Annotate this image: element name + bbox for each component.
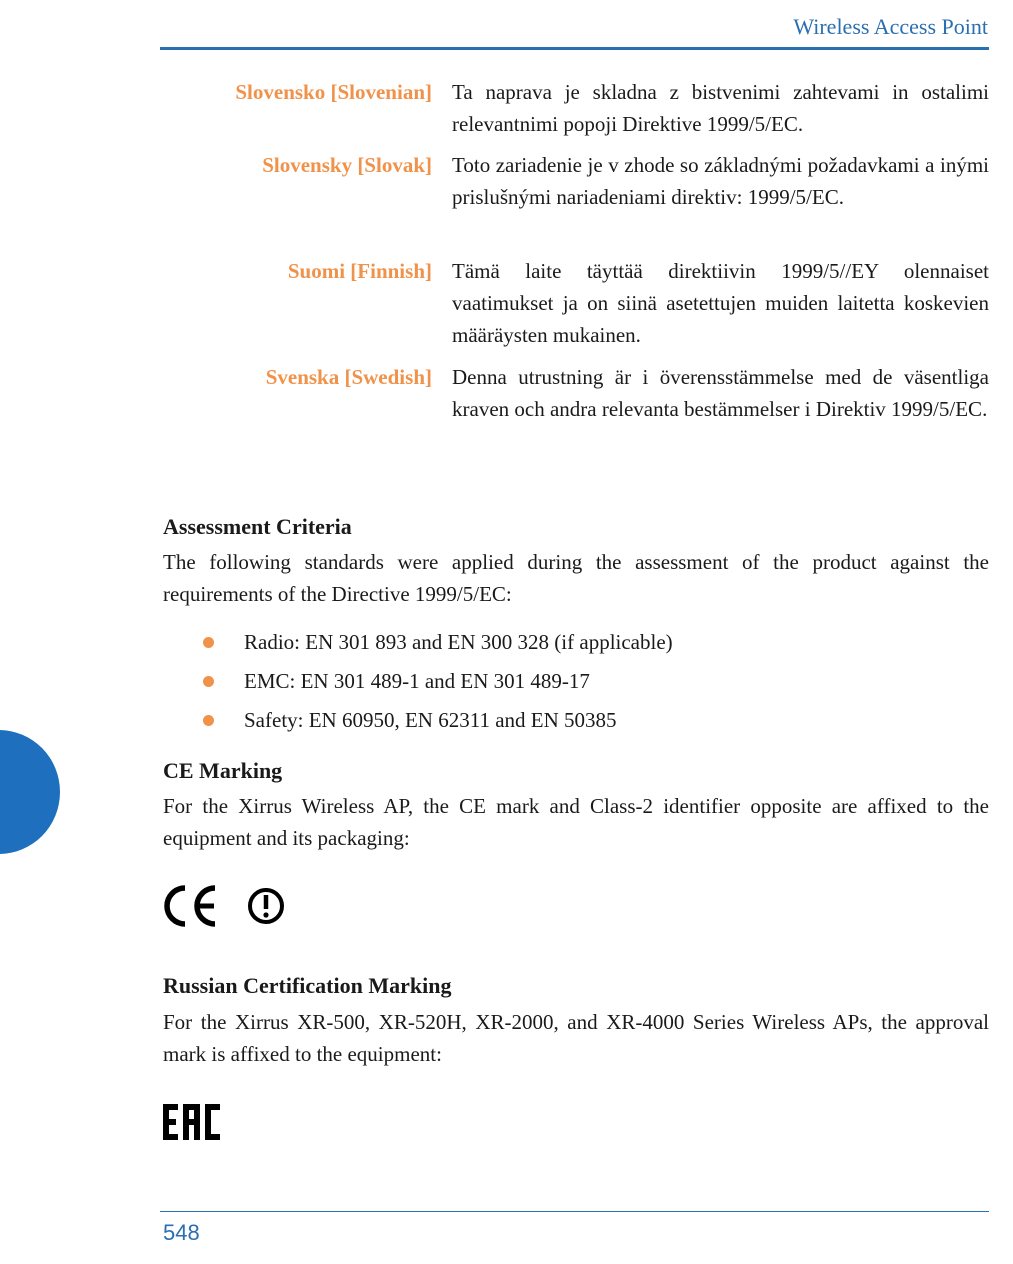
standards-list <box>203 623 673 740</box>
bullet-icon <box>203 637 214 648</box>
declaration-row-slovak <box>160 149 989 213</box>
list-item <box>203 662 673 701</box>
bullet-icon <box>203 715 214 726</box>
eac-mark <box>163 1104 227 1147</box>
declaration-text: Denna utrustning är i överensstämmelse med de väsentliga kraven och andra relevanta bestämmelser i Direktiv 1999/5/EC. <box>452 365 989 421</box>
language-label: Slovensko [Slovenian] <box>235 80 432 104</box>
language-label: Svenska [Swedish] <box>265 365 432 389</box>
header-divider <box>160 47 989 50</box>
declaration-text: Tämä laite täyttää direktiivin 1999/5//EY olennaiset vaatimukset ja on siinä asetettujen muiden laitetta koskevien määräysten mukainen. <box>452 259 989 347</box>
russian-marking-text: For the Xirrus XR-500, XR-520H, XR-2000, and XR-4000 Series Wireless APs, the approval mark is affixed to the equipment: <box>163 1010 989 1066</box>
ce-marking-heading: CE Marking <box>163 758 283 783</box>
declaration-row-finnish <box>160 255 989 351</box>
declaration-row-slovenian <box>160 76 989 140</box>
list-item <box>203 701 673 740</box>
assessment-intro: The following standards were applied during the assessment of the product against the requirements of the Directive 1999/5/EC: <box>163 550 989 606</box>
class-2-alert-icon <box>250 890 282 922</box>
assessment-criteria-heading: Assessment Criteria <box>163 514 352 539</box>
list-item-text: Radio: EN 301 893 and EN 300 328 (if applicable) <box>244 630 673 654</box>
ce-marks <box>163 880 303 937</box>
language-label: Suomi [Finnish] <box>287 259 432 283</box>
list-item-text: Safety: EN 60950, EN 62311 and EN 50385 <box>244 708 617 732</box>
ce-mark-icon <box>163 880 303 932</box>
bullet-icon <box>203 676 214 687</box>
list-item <box>203 623 673 662</box>
page-number: 548 <box>163 1220 200 1245</box>
russian-marking-heading: Russian Certification Marking <box>163 973 452 998</box>
footer-divider <box>160 1211 989 1212</box>
eac-mark-icon <box>163 1104 227 1142</box>
running-header-title: Wireless Access Point <box>793 14 988 39</box>
ce-marking-text: For the Xirrus Wireless AP, the CE mark and Class-2 identifier opposite are affixed to the equipment and its packaging: <box>163 794 989 850</box>
declaration-text: Toto zariadenie je v zhode so základnými požadavkami a inými prislušnými nariadeniami direktiv: 1999/5/EC. <box>452 153 989 209</box>
language-label: Slovensky [Slovak] <box>262 153 432 177</box>
list-item-text: EMC: EN 301 489-1 and EN 301 489-17 <box>244 669 590 693</box>
declaration-text: Ta naprava je skladna z bistvenimi zahtevami in ostalimi relevantnimi popoji Direktive 1999/5/EC. <box>452 80 989 136</box>
declaration-row-swedish <box>160 361 989 425</box>
chapter-thumb-tab <box>0 730 60 854</box>
